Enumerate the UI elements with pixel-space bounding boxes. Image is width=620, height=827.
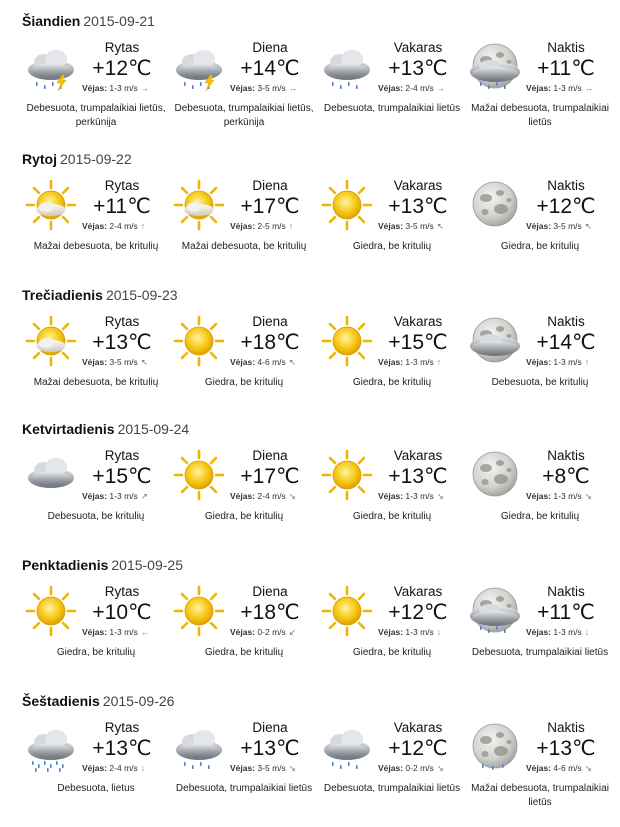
wind-info <box>378 357 468 367</box>
forecast-period <box>22 314 170 414</box>
wind-label: Vėjas: <box>82 221 108 231</box>
day-title <box>22 692 174 710</box>
wind-speed: 1-3 m/s <box>553 491 582 501</box>
wind-direction-icon: ↓ <box>140 763 146 773</box>
period-name: Rytas <box>104 40 140 55</box>
wind-direction-icon: ← <box>140 627 150 637</box>
wind-direction-icon: ↖ <box>140 357 148 367</box>
forecast-period <box>318 40 466 140</box>
sun-icon <box>172 314 226 368</box>
sun-icon <box>320 448 374 502</box>
wind-info <box>526 763 616 774</box>
wind-info <box>378 491 468 502</box>
weather-description: Debesuota, be kritulių <box>491 377 589 388</box>
period-name: Naktis <box>547 448 585 463</box>
temperature: +11℃ <box>93 195 151 218</box>
wind-speed: 1-3 m/s <box>405 491 434 501</box>
cloud-rain-icon <box>320 720 374 774</box>
wind-info <box>82 357 172 368</box>
cloud-rain-icon <box>172 720 226 774</box>
periods-row <box>22 314 618 414</box>
wind-direction-icon: → <box>584 83 594 93</box>
forecast-period <box>22 448 170 548</box>
period-name: Diena <box>252 448 288 463</box>
wind-label: Vėjas: <box>230 83 256 93</box>
day-name: Rytoj <box>22 151 57 167</box>
weather-description: Giedra, be kritulių <box>352 241 432 252</box>
wind-direction-icon: ↖ <box>288 357 296 367</box>
wind-label: Vėjas: <box>82 627 108 637</box>
day-date: 2015-09-23 <box>105 287 178 303</box>
wind-info <box>230 221 320 231</box>
wind-info <box>230 83 320 93</box>
forecast-period <box>466 584 614 684</box>
period-name: Naktis <box>547 720 585 735</box>
wind-label: Vėjas: <box>82 357 108 367</box>
wind-speed: 1-3 m/s <box>405 627 434 637</box>
cloud-rain-icon <box>320 40 374 94</box>
wind-speed: 3-5 m/s <box>109 357 138 367</box>
wind-label: Vėjas: <box>230 221 256 231</box>
wind-speed: 1-3 m/s <box>553 83 582 93</box>
wind-info <box>230 763 320 774</box>
temperature: +12℃ <box>92 57 152 80</box>
day-name: Šiandien <box>22 13 81 29</box>
forecast-period <box>170 720 318 820</box>
wind-speed: 1-3 m/s <box>553 627 582 637</box>
wind-label: Vėjas: <box>378 763 404 773</box>
wind-direction-icon: ↘ <box>436 763 444 773</box>
sun-icon <box>172 448 226 502</box>
sun-icon <box>172 584 226 638</box>
wind-speed: 1-3 m/s <box>109 491 138 501</box>
weather-description: Giedra, be kritulių <box>352 647 432 658</box>
day-section <box>0 150 620 285</box>
period-name: Naktis <box>547 40 585 55</box>
day-title <box>22 12 155 30</box>
wind-speed: 4-6 m/s <box>257 357 286 367</box>
forecast-period <box>22 720 170 820</box>
temperature: +13℃ <box>388 195 448 218</box>
wind-label: Vėjas: <box>82 763 108 773</box>
temperature: +13℃ <box>92 331 152 354</box>
day-section <box>0 556 620 691</box>
wind-label: Vėjas: <box>526 83 552 93</box>
forecast-period <box>170 40 318 140</box>
period-name: Diena <box>252 178 288 193</box>
period-name: Diena <box>252 40 288 55</box>
wind-info <box>230 357 320 368</box>
periods-row <box>22 40 618 140</box>
wind-direction-icon: ↑ <box>288 221 294 231</box>
forecast-period <box>466 448 614 548</box>
wind-direction-icon: ↘ <box>288 491 296 501</box>
wind-speed: 0-2 m/s <box>405 763 434 773</box>
sun-icon <box>320 314 374 368</box>
temperature: +15℃ <box>92 465 152 488</box>
weather-description: Mažai debesuota, trumpalaikiai lietūs <box>471 783 609 808</box>
wind-info <box>526 627 616 637</box>
wind-label: Vėjas: <box>230 627 256 637</box>
day-date: 2015-09-26 <box>102 693 175 709</box>
wind-label: Vėjas: <box>230 491 256 501</box>
moon-cloud-rain-icon <box>468 584 522 638</box>
day-name: Trečiadienis <box>22 287 103 303</box>
cloud-icon <box>24 448 78 502</box>
forecast-period <box>170 448 318 548</box>
wind-label: Vėjas: <box>82 491 108 501</box>
wind-speed: 3-5 m/s <box>257 83 286 93</box>
temperature: +12℃ <box>536 195 596 218</box>
temperature: +12℃ <box>388 737 448 760</box>
day-title <box>22 150 132 168</box>
day-title <box>22 420 189 438</box>
period-name: Rytas <box>104 584 140 599</box>
moon-icon <box>468 178 522 232</box>
temperature: +13℃ <box>536 737 596 760</box>
period-name: Vakaras <box>393 720 443 735</box>
moon-rain-icon <box>468 720 522 774</box>
wind-info <box>378 221 468 232</box>
weather-description: Mažai debesuota, trumpalaikiai lietūs <box>471 103 609 128</box>
weather-description: Debesuota, trumpalaikiai lietūs <box>175 783 313 794</box>
wind-speed: 3-5 m/s <box>405 221 434 231</box>
wind-speed: 2-4 m/s <box>257 491 286 501</box>
temperature: +17℃ <box>240 465 300 488</box>
sun-cloud-icon <box>172 178 226 232</box>
weather-description: Mažai debesuota, be kritulių <box>33 377 159 388</box>
temperature: +17℃ <box>240 195 300 218</box>
forecast-period <box>318 178 466 278</box>
forecast-period <box>170 314 318 414</box>
wind-info <box>378 627 468 637</box>
wind-direction-icon: ↘ <box>436 491 444 501</box>
weather-description: Giedra, be kritulių <box>204 647 284 658</box>
period-name: Naktis <box>547 584 585 599</box>
wind-label: Vėjas: <box>378 491 404 501</box>
wind-direction-icon: ↑ <box>140 221 146 231</box>
day-date: 2015-09-25 <box>111 557 183 573</box>
wind-direction-icon: ↙ <box>288 627 296 637</box>
wind-direction-icon: ↗ <box>140 491 148 501</box>
temperature: +11℃ <box>537 57 595 80</box>
period-name: Vakaras <box>393 448 443 463</box>
weather-description: Giedra, be kritulių <box>204 511 284 522</box>
weather-description: Mažai debesuota, be kritulių <box>33 241 159 252</box>
wind-info <box>378 83 468 93</box>
wind-direction-icon: ↖ <box>584 221 592 231</box>
weather-description: Giedra, be kritulių <box>56 647 136 658</box>
temperature: +18℃ <box>240 601 300 624</box>
wind-label: Vėjas: <box>526 763 552 773</box>
weather-description: Mažai debesuota, be kritulių <box>181 241 307 252</box>
wind-info <box>526 83 616 93</box>
wind-direction-icon: ↑ <box>436 357 442 367</box>
wind-speed: 2-4 m/s <box>405 83 434 93</box>
cloud-storm-icon <box>24 40 78 94</box>
weather-description: Debesuota, trumpalaikiai lietūs <box>323 783 461 794</box>
wind-label: Vėjas: <box>526 627 552 637</box>
forecast-period <box>318 314 466 414</box>
sun-icon <box>320 178 374 232</box>
wind-info <box>526 221 616 232</box>
wind-info <box>526 357 616 367</box>
temperature: +15℃ <box>388 331 448 354</box>
temperature: +13℃ <box>240 737 300 760</box>
wind-speed: 1-3 m/s <box>109 83 138 93</box>
forecast-period <box>318 448 466 548</box>
wind-direction-icon: → <box>436 83 446 93</box>
period-name: Naktis <box>547 178 585 193</box>
forecast-period <box>318 720 466 820</box>
wind-direction-icon: ↖ <box>436 221 444 231</box>
sun-icon <box>320 584 374 638</box>
wind-direction-icon: ↘ <box>584 491 592 501</box>
wind-speed: 4-6 m/s <box>553 763 582 773</box>
day-section <box>0 692 620 827</box>
temperature: +10℃ <box>92 601 152 624</box>
period-name: Diena <box>252 584 288 599</box>
moon-cloud-rain-icon <box>468 40 522 94</box>
wind-label: Vėjas: <box>378 221 404 231</box>
wind-direction-icon: ↓ <box>584 627 590 637</box>
wind-direction-icon: ↘ <box>288 763 296 773</box>
wind-speed: 3-5 m/s <box>553 221 582 231</box>
wind-info <box>230 627 320 638</box>
sun-cloud-icon <box>24 178 78 232</box>
wind-speed: 0-2 m/s <box>257 627 286 637</box>
weather-description: Giedra, be kritulių <box>500 511 580 522</box>
wind-speed: 1-3 m/s <box>553 357 582 367</box>
weather-description: Giedra, be kritulių <box>352 377 432 388</box>
cloud-storm-icon <box>172 40 226 94</box>
day-section <box>0 286 620 421</box>
temperature: +11℃ <box>537 601 595 624</box>
day-name: Ketvirtadienis <box>22 421 115 437</box>
period-name: Rytas <box>104 178 140 193</box>
wind-label: Vėjas: <box>82 83 108 93</box>
period-name: Rytas <box>104 314 140 329</box>
periods-row <box>22 720 618 820</box>
day-section <box>0 12 620 147</box>
wind-info <box>526 491 616 502</box>
wind-label: Vėjas: <box>378 627 404 637</box>
temperature: +8℃ <box>542 465 590 488</box>
wind-info <box>230 491 320 502</box>
periods-row <box>22 448 618 548</box>
wind-speed: 2-4 m/s <box>109 763 138 773</box>
period-name: Vakaras <box>393 178 443 193</box>
weather-description: Giedra, be kritulių <box>500 241 580 252</box>
forecast-period <box>318 584 466 684</box>
period-name: Vakaras <box>393 40 443 55</box>
period-name: Vakaras <box>393 314 443 329</box>
periods-row <box>22 178 618 278</box>
forecast-period <box>22 40 170 140</box>
temperature: +13℃ <box>388 57 448 80</box>
moon-icon <box>468 448 522 502</box>
weather-description: Giedra, be kritulių <box>204 377 284 388</box>
wind-speed: 2-5 m/s <box>257 221 286 231</box>
day-name: Penktadienis <box>22 557 109 573</box>
temperature: +14℃ <box>536 331 596 354</box>
wind-info <box>82 221 172 231</box>
wind-speed: 2-4 m/s <box>109 221 138 231</box>
weather-description: Debesuota, be kritulių <box>47 511 145 522</box>
period-name: Vakaras <box>393 584 443 599</box>
wind-label: Vėjas: <box>230 763 256 773</box>
day-section <box>0 420 620 555</box>
period-name: Diena <box>252 720 288 735</box>
wind-label: Vėjas: <box>378 357 404 367</box>
wind-label: Vėjas: <box>526 357 552 367</box>
forecast-period <box>170 178 318 278</box>
wind-direction-icon: ↓ <box>436 627 442 637</box>
wind-speed: 1-3 m/s <box>405 357 434 367</box>
wind-info <box>378 763 468 774</box>
moon-cloud-icon <box>468 314 522 368</box>
day-name: Šeštadienis <box>22 693 100 709</box>
temperature: +13℃ <box>388 465 448 488</box>
forecast-period <box>170 584 318 684</box>
weather-description: Debesuota, trumpalaikiai lietūs <box>471 647 609 658</box>
temperature: +18℃ <box>240 331 300 354</box>
weather-description: Debesuota, trumpalaikiai lietūs <box>323 103 461 114</box>
period-name: Naktis <box>547 314 585 329</box>
wind-info <box>82 491 172 502</box>
temperature: +13℃ <box>92 737 152 760</box>
forecast-period <box>22 584 170 684</box>
day-date: 2015-09-22 <box>60 151 132 167</box>
forecast-period <box>22 178 170 278</box>
wind-label: Vėjas: <box>526 491 552 501</box>
period-name: Rytas <box>104 448 140 463</box>
day-title <box>22 286 178 304</box>
wind-direction-icon: ↘ <box>584 763 592 773</box>
weather-description: Giedra, be kritulių <box>352 511 432 522</box>
wind-label: Vėjas: <box>378 83 404 93</box>
temperature: +12℃ <box>388 601 448 624</box>
day-date: 2015-09-21 <box>83 13 155 29</box>
wind-label: Vėjas: <box>526 221 552 231</box>
wind-direction-icon: ↑ <box>584 357 590 367</box>
forecast-period <box>466 314 614 414</box>
weather-description: Debesuota, trumpalaikiai lietūs, perkūnija <box>174 103 314 128</box>
wind-direction-icon: → <box>140 83 150 93</box>
weather-description: Debesuota, trumpalaikiai lietūs, perkūnija <box>26 103 166 128</box>
cloud-heavy-rain-icon <box>24 720 78 774</box>
wind-direction-icon: → <box>288 83 298 93</box>
temperature: +14℃ <box>240 57 300 80</box>
weather-description: Debesuota, lietus <box>57 783 135 794</box>
wind-info <box>82 83 172 93</box>
period-name: Rytas <box>104 720 140 735</box>
sun-cloud-icon <box>24 314 78 368</box>
day-title <box>22 556 183 574</box>
wind-info <box>82 627 172 637</box>
forecast-period <box>466 178 614 278</box>
day-date: 2015-09-24 <box>117 421 190 437</box>
periods-row <box>22 584 618 684</box>
wind-label: Vėjas: <box>230 357 256 367</box>
forecast-period <box>466 40 614 140</box>
wind-speed: 1-3 m/s <box>109 627 138 637</box>
wind-info <box>82 763 172 773</box>
wind-speed: 3-5 m/s <box>257 763 286 773</box>
sun-icon <box>24 584 78 638</box>
forecast-period <box>466 720 614 820</box>
period-name: Diena <box>252 314 288 329</box>
